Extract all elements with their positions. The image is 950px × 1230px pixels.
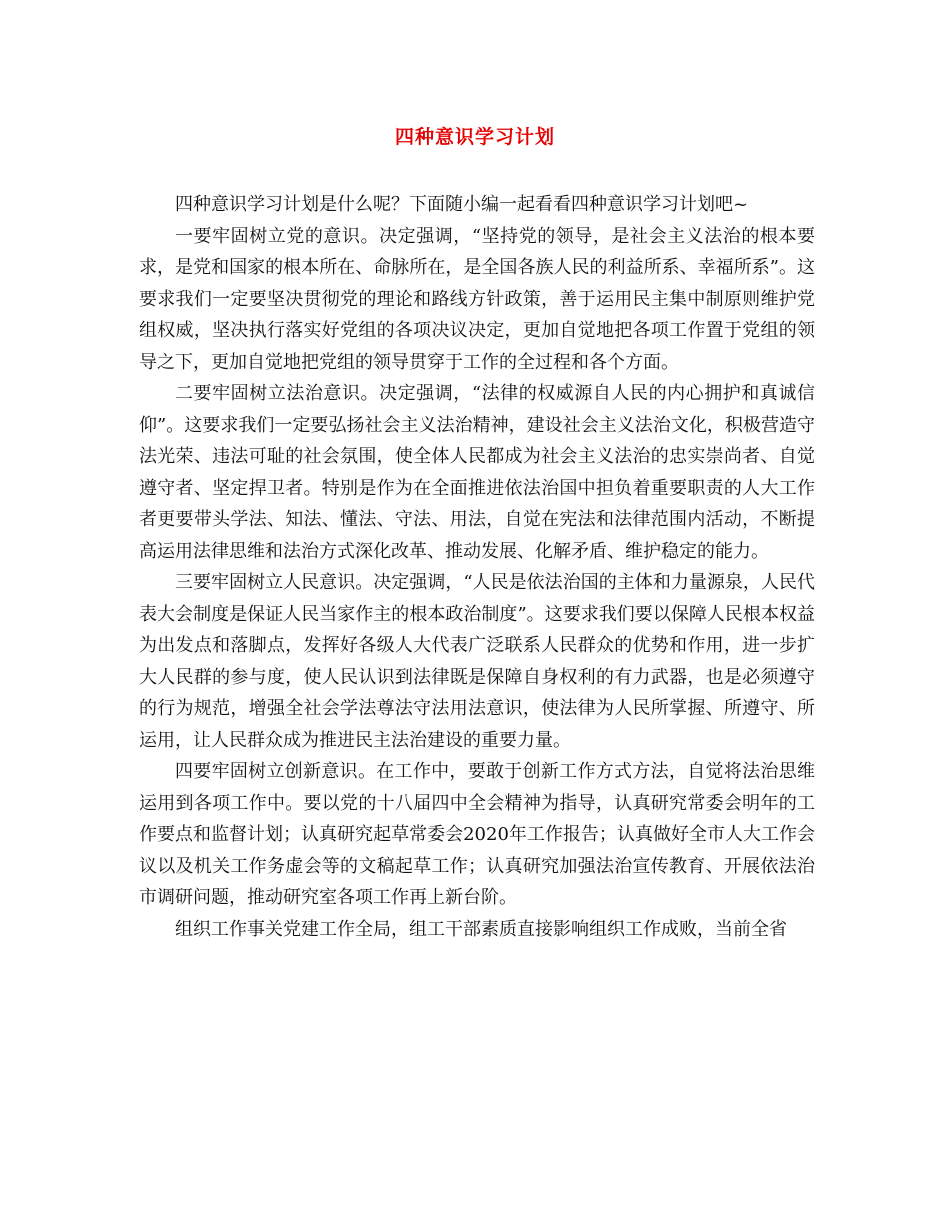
paragraph-party-awareness: 一要牢固树立党的意识。决定强调，“坚持党的领导，是社会主义法治的根本要求，是党和国家的根本所在、命脉所在，是全国各族人民的利益所系、幸福所系”。这要求我们一定要坚决贯彻党的理论和路线方针政策，善于运用民主集中制原则维护党组权威，坚决执行落实好党组的各项决议决定，更加自觉地把各项工作置于党组的领导之下，更加自觉地把党组的领导贯穿于工作的全过程和各个方面。 — [139, 225, 815, 373]
paragraph-people-awareness: 三要牢固树立人民意识。决定强调，“人民是依法治国的主体和力量源泉，人民代表大会制度是保证人民当家作主的根本政治制度”。这要求我们要以保障人民根本权益为出发点和落脚点，发挥好各级人大代表广泛联系人民群众的优势和作用，进一步扩大人民群的参与度，使人民认识到法律既是保障自身权利的有力武器，也是必须遵守的行为规范，增强全社会学法尊法守法用法意识，使法律为人民所掌握、所遵守、所运用，让人民群众成为推进民主法治建设的重要力量。 — [139, 572, 815, 751]
document-body — [139, 189, 815, 945]
paragraph-intro: 四种意识学习计划是什么呢？下面随小编一起看看四种意识学习计划吧~ — [175, 194, 749, 215]
paragraph-rule-of-law-awareness: 二要牢固树立法治意识。决定强调，“法律的权威源自人民的内心拥护和真诚信仰”。这要求我们一定要弘扬社会主义法治精神，建设社会主义法治文化，积极营造守法光荣、违法可耻的社会氛围，使全体人民都成为社会主义法治的忠实崇尚者、自觉遵守者、坚定捍卫者。特别是作为在全面推进依法治国中担负着重要职责的人大工作者更要带头学法、知法、懂法、守法、用法，自觉在宪法和法律范围内活动，不断提高运用法律思维和法治方式深化改革、推动发展、化解矛盾、维护稳定的能力。 — [139, 383, 815, 562]
paragraph-organization-work: 组织工作事关党建工作全局，组工干部素质直接影响组织工作成败，当前全省 — [175, 918, 787, 940]
paragraph-innovation-awareness: 四要牢固树立创新意识。在工作中，要敢于创新工作方式方法，自觉将法治思维运用到各项工作中。要以党的十八届四中全会精神为指导，认真研究常委会明年的工作要点和监督计划；认真研究起草常委会2020年工作报告；认真做好全市人大工作会议以及机关工作务虚会等的文稿起草工作；认真研究加强法治宣传教育、开展依法治市调研问题，推动研究室各项工作再上新台阶。 — [139, 761, 815, 908]
document-title: 四种意识学习计划 — [394, 126, 555, 148]
